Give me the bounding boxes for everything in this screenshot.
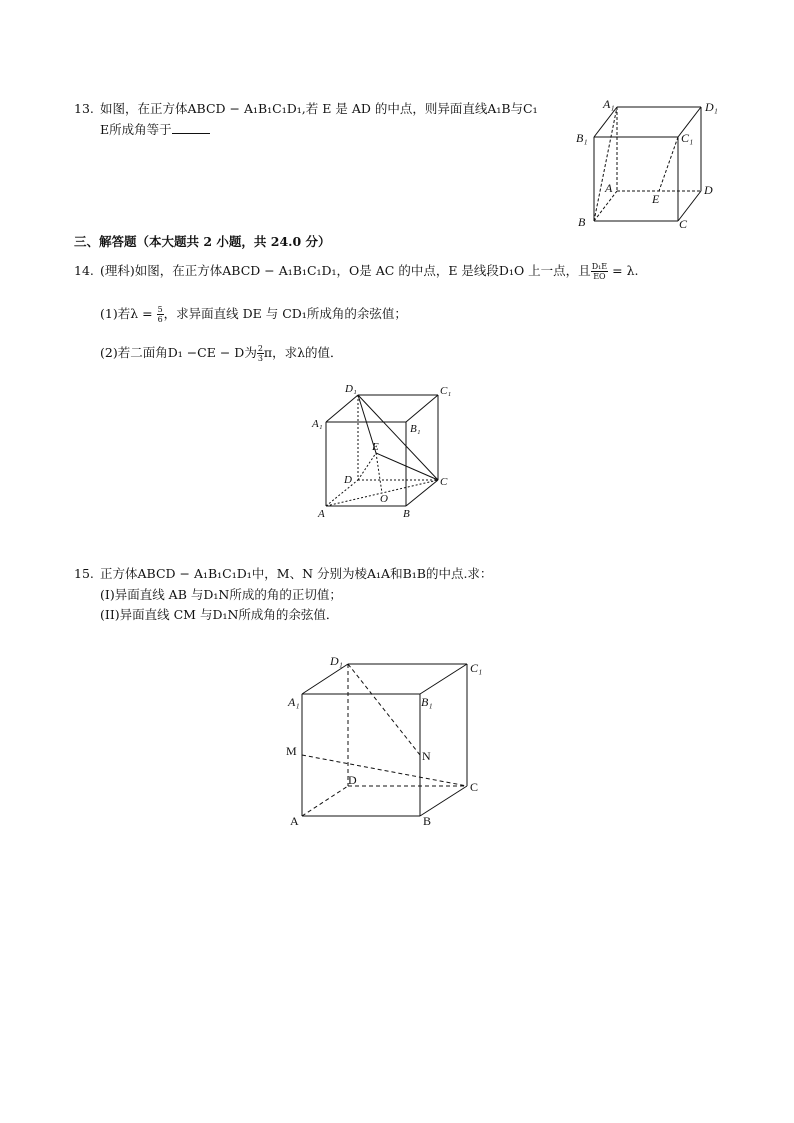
q14-part2-a: (2)若二面角D₁ −CE − D为 [100,345,257,360]
q15-label-B: B [423,814,432,828]
q13-label-A: A [605,181,613,195]
q15-part2: (II)异面直线 CM 与D₁N所成角的余弦值． [100,607,339,622]
q15-label-M: M [286,744,297,758]
q15-label-D1: D₁ [330,654,343,668]
q15-label-A: A [290,814,299,828]
q14-label-B1: B₁ [410,423,421,435]
q14-number: 14. [74,263,94,278]
q13-label-B: B [578,215,586,229]
q14-label-E: E [372,441,379,453]
q13-label-D: D [704,183,713,197]
q13-label-D1: D₁ [705,100,718,114]
q15-label-A1: A₁ [288,695,300,709]
section3-heading: 三、解答题（本大题共 2 小题，共 24.0 分） [74,234,331,249]
q15-intro: 正方体ABCD − A₁B₁C₁D₁中，M、N 分别为棱A₁A和B₁B的中点.求： [100,566,493,581]
q15-number: 15. [74,566,94,581]
q15-label-C: C [470,780,479,794]
q14-label-D1: D₁ [345,383,357,395]
q14-part2-den: 3 [257,354,263,363]
q13-text-line1: 如图，在正方体ABCD − A₁B₁C₁D₁,若 E 是 AD 的中点，则异面直线A₁B与C₁ [100,101,538,116]
q14-label-B: B [403,508,410,520]
q14-label-A: A [318,508,325,520]
q15-label-B1: B₁ [421,695,433,709]
q14-frac-num: D₁E [591,262,608,271]
q15-label-C1: C₁ [470,661,483,675]
q14-part1-b: ，求异面直线 DE 与 CD₁所成角的余弦值； [163,306,407,321]
q14-part1-den: 6 [157,315,163,324]
q15-label-N: N [422,749,431,763]
q14-label-C1: C₁ [440,385,452,397]
q14-part2-b: π，求λ的值． [263,345,343,360]
q13-label-A1: A₁ [603,97,615,111]
q14-part1-num: 5 [157,305,163,314]
q15-label-D: D [348,773,357,787]
q14-label-A1: A₁ [312,418,323,430]
q14-part2-num: 2 [257,344,263,353]
q13-label-C1: C₁ [681,131,694,145]
q13-number: 13. [74,101,94,116]
q13-label-E: E [652,192,660,206]
q13-text-line2: E所成角等于 [100,122,172,137]
q15-part1: (I)异面直线 AB 与D₁N所成的角的正切值； [100,587,342,602]
q13-label-B1: B₁ [576,131,588,145]
q14-label-D: D [344,474,352,486]
q14-part1-a: (1)若λ = [100,306,157,321]
q14-frac-den: EO [593,272,606,281]
q14-label-C: C [440,476,448,488]
q14-intro-end: = λ. [608,263,639,278]
q14-intro: (理科)如图，在正方体ABCD − A₁B₁C₁D₁，O是 AC 的中点，E 是线段D₁O 上一点，且 [100,263,591,278]
q14-label-O: O [380,493,388,505]
q13-label-C: C [679,217,688,231]
